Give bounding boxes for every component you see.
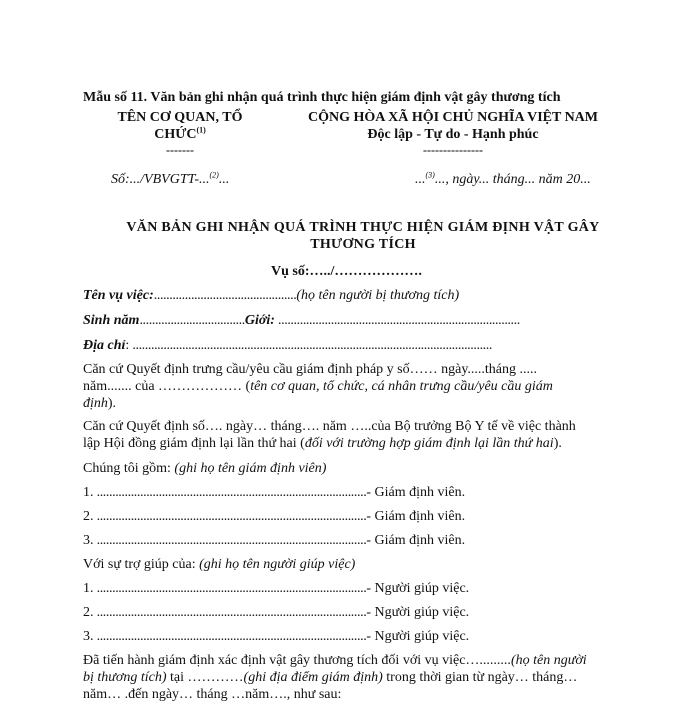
document-title-line2: THƯƠNG TÍCH xyxy=(310,237,416,252)
national-motto: Độc lập - Tự do - Hạnh phúc xyxy=(367,127,539,142)
assistant-row: 1. .......................................................................................- Người giúp việc. xyxy=(83,581,470,596)
expert-row: 1. .......................................................................................- Giám định viên. xyxy=(83,485,466,500)
national-name: CỘNG HÒA XÃ HỘI CHỦ NGHĨA VIỆT NAM xyxy=(307,110,598,125)
basis-1-line3: định). xyxy=(83,396,117,411)
issuer-rule: ------- xyxy=(166,143,194,157)
procedure-line1: Đã tiến hành giám định xác định vật gây thương tích đối với vụ việc….........(họ tên người xyxy=(83,653,587,668)
expert-row: 2. .......................................................................................- Giám định viên. xyxy=(83,509,466,524)
basis-2-line1: Căn cứ Quyết định số…. ngày… tháng…. năm …..của Bộ trưởng Bộ Y tế về việc thành xyxy=(83,419,576,434)
document-title-line1: VĂN BẢN GHI NHẬN QUÁ TRÌNH THỰC HIỆN GIÁM ĐỊNH VẬT GÂY xyxy=(126,220,600,235)
experts-intro: Chúng tôi gồm: (ghi họ tên giám định viên) xyxy=(83,461,327,476)
basis-1-line2: năm....... của ……………… (tên cơ quan, tổ chức, cá nhân trưng cầu/yêu cầu giám xyxy=(83,379,553,394)
place-date: ...$^{(3)}$..., ngày... tháng... năm 20... xyxy=(415,170,591,187)
form-title: Mẫu số 11. Văn bản ghi nhận quá trình thực hiện giám định vật gây thương tích xyxy=(83,90,561,105)
expert-row: 3. .......................................................................................- Giám định viên. xyxy=(83,533,466,548)
birth-gender-field: Sinh năm..................................Giới: .............................................................................. xyxy=(83,313,520,328)
basis-1-line1: Căn cứ Quyết định trưng cầu/yêu cầu giám định pháp y số…… ngày.....tháng ..... xyxy=(83,362,538,377)
case-number: Vụ số:…../………………. xyxy=(271,264,422,279)
national-rule: --------------- xyxy=(423,143,483,157)
issuer-name-line1: TÊN CƠ QUAN, TỔ xyxy=(117,110,243,125)
assistants-intro: Với sự trợ giúp của: (ghi họ tên người giúp việc) xyxy=(83,557,356,572)
basis-2-line2: lập Hội đồng giám định lại lần thứ hai (đối với trường hợp giám định lại lần thứ hai). xyxy=(83,436,562,451)
assistant-row: 3. .......................................................................................- Người giúp việc. xyxy=(83,629,470,644)
issuer-name-line2: CHỨC$^{(1)}$ xyxy=(154,125,206,142)
procedure-line3: năm… .đến ngày… tháng …năm…., như sau: xyxy=(83,687,342,702)
address-field: Địa chỉ: .................................................................................................................... xyxy=(83,338,492,353)
case-name-field: Tên vụ việc:..............................................(họ tên người bị thương tích) xyxy=(83,288,460,303)
document-number: Số:.../VBVGTT-...$^{(2)}$... xyxy=(111,170,230,187)
assistant-row: 2. .......................................................................................- Người giúp việc. xyxy=(83,605,470,620)
procedure-line2: bị thương tích) tại …………(ghi địa điểm giám định) trong thời gian từ ngày… tháng… xyxy=(83,670,578,685)
